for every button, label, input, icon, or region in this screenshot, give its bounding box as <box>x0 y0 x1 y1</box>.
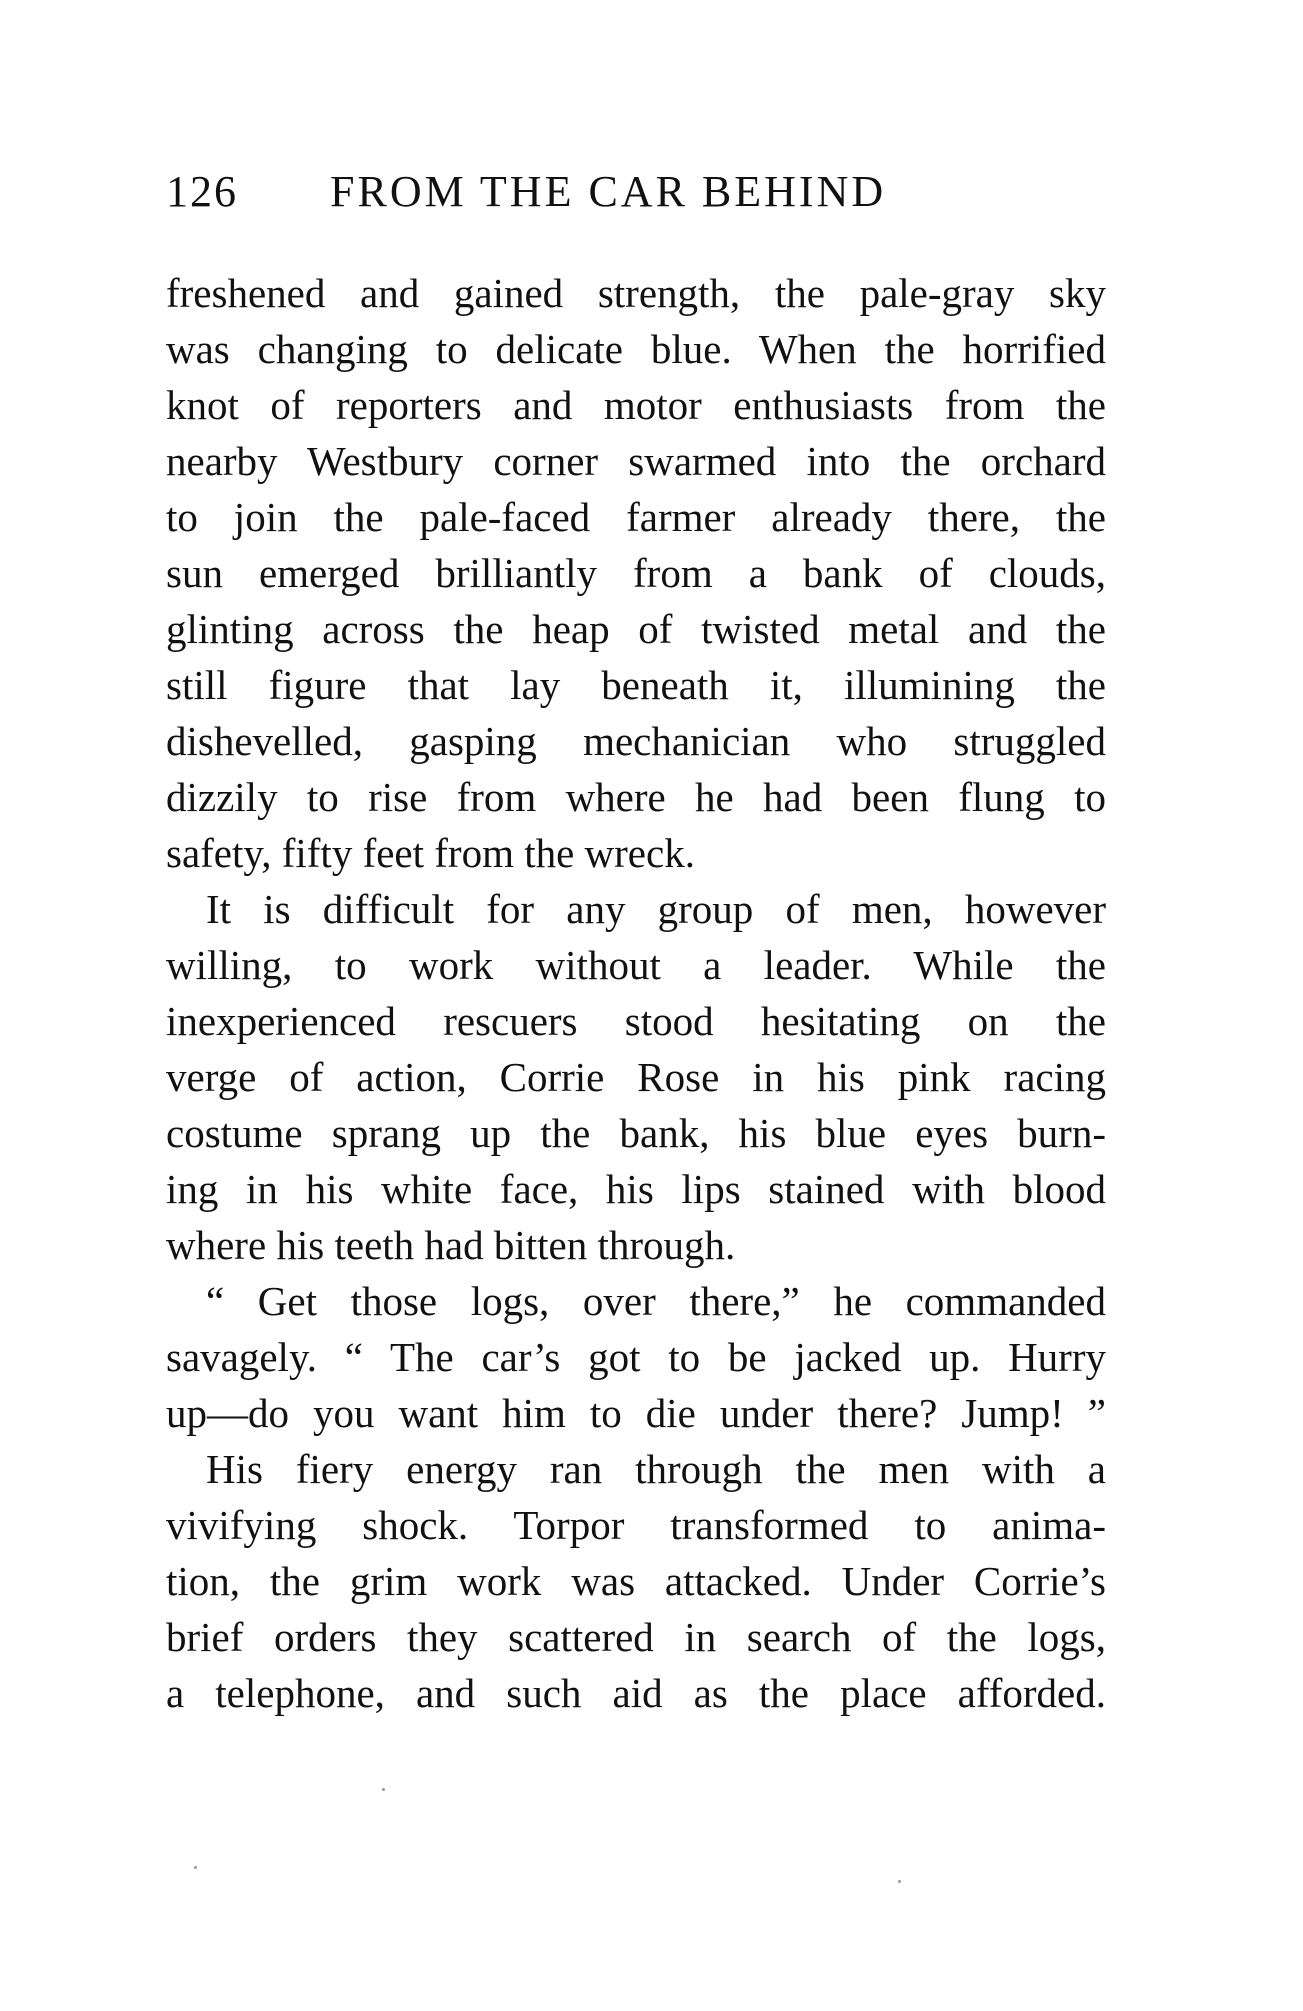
text-line: His fiery energy ran through the men with a <box>206 1446 1106 1492</box>
paper-speck <box>382 1788 385 1791</box>
text-line: dizzily to rise from where he had been flung to <box>166 774 1106 820</box>
paper-speck <box>898 1880 901 1883</box>
text-line: brief orders they scattered in search of the logs, <box>166 1614 1106 1660</box>
text-line: safety, fifty feet from the wreck. <box>166 830 695 876</box>
page-number: 126 <box>166 167 238 216</box>
text-line: dishevelled, gasping mechanician who struggled <box>166 718 1106 764</box>
text-line: a telephone, and such aid as the place afforded. <box>166 1670 1106 1716</box>
paper-speck <box>194 1866 197 1869</box>
running-title: FROM THE CAR BEHIND <box>330 167 887 216</box>
text-line: inexperienced rescuers stood hesitating on the <box>166 998 1106 1044</box>
text-line: costume sprang up the bank, his blue eyes burn- <box>166 1110 1106 1156</box>
text-line: knot of reporters and motor enthusiasts from the <box>166 382 1106 428</box>
text-line: still figure that lay beneath it, illumining the <box>166 662 1106 708</box>
text-line: nearby Westbury corner swarmed into the orchard <box>166 438 1106 484</box>
text-line: verge of action, Corrie Rose in his pink racing <box>166 1054 1106 1100</box>
text-line: willing, to work without a leader. While the <box>166 942 1106 988</box>
text-line: vivifying shock. Torpor transformed to anima- <box>166 1502 1106 1548</box>
text-line: where his teeth had bitten through. <box>166 1222 736 1268</box>
text-line: tion, the grim work was attacked. Under Corrie’s <box>166 1558 1106 1604</box>
text-line: sun emerged brilliantly from a bank of clouds, <box>166 550 1106 596</box>
running-head <box>166 166 1106 226</box>
body-text <box>166 265 1106 1721</box>
text-line: It is difficult for any group of men, however <box>206 886 1106 932</box>
text-line: glinting across the heap of twisted metal and the <box>166 606 1106 652</box>
text-line: freshened and gained strength, the pale-gray sky <box>166 270 1106 316</box>
text-line: ing in his white face, his lips stained with blood <box>166 1166 1106 1212</box>
text-line: savagely. “ The car’s got to be jacked up. Hurry <box>166 1334 1106 1380</box>
text-line: up—do you want him to die under there? Jump! ” <box>166 1390 1106 1436</box>
text-line: “ Get those logs, over there,” he commanded <box>206 1278 1106 1324</box>
text-line: to join the pale-faced farmer already there, the <box>166 494 1106 540</box>
text-line: was changing to delicate blue. When the horrified <box>166 326 1106 372</box>
